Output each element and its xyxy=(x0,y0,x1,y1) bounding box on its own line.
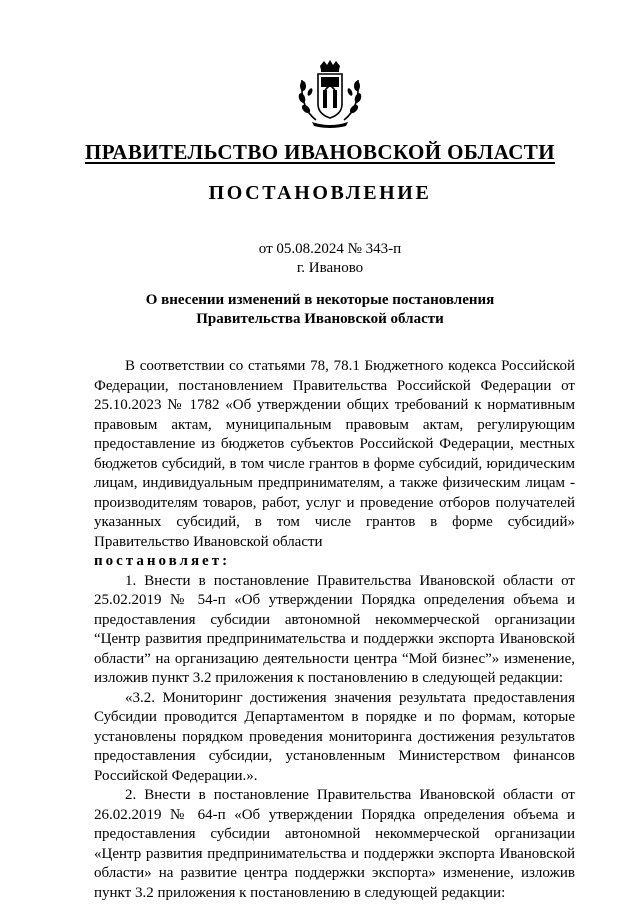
item-2-paragraph: 2. Внести в постановление Правительства Ивановской области от 26.02.2019 № 64-п «Об утверждении Порядка определения объема и предоставления субсидии автономной некоммерческой организации «Центр развития предпринимательства и поддержки экспорта Ивановской области» на развитие центра поддержки экспорта» изменение, изложив пункт 3.2 приложения к постановлению в следующей редакции: xyxy=(94,787,575,901)
document-subject xyxy=(0,291,640,329)
date-number: от 05.08.2024 № 343-п xyxy=(258,241,402,257)
preamble-paragraph: В соответствии со статьями 78, 78.1 Бюджетного кодекса Российской Федерации, постановлением Правительства Российской Федерации от 25.10.2023 № 1782 «Об утверждении общих требований к нормативным правовым актам, муниципальным правовым актам, регулирующим предоставление из бюджетов субъектов Российской Федерации, местных бюджетов субсидий, в том числе грантов в форме субсидий, юридическим лицам, индивидуальным предпринимателям, а также физическим лицам - производителям товаров, работ, услуг и проведение отборов получателей указанных субсидий, в том числе грантов в форме субсидий» Правительство Ивановской области xyxy=(94,358,575,550)
item-1-paragraph: 1. Внести в постановление Правительства Ивановской области от 25.02.2019 № 54-п «Об утверждении Порядка определения объема и предоставления субсидии автономной некоммерческой организации “Центр развития предпринимательства и поддержки экспорта Ивановской области” на организацию деятельности центра “Мой бизнес”» изменение, изложив пункт 3.2 приложения к постановлению в следующей редакции: xyxy=(94,572,575,686)
government-title: ПРАВИТЕЛЬСТВО ИВАНОВСКОЙ ОБЛАСТИ xyxy=(85,140,555,164)
subject-line-1: О внесении изменений в некоторые постановления xyxy=(145,292,495,308)
subject-line-2: Правительства Ивановской области xyxy=(196,311,444,327)
date-and-number-block xyxy=(0,240,640,278)
city: г. Иваново xyxy=(296,260,364,276)
resolves-keyword: постановляет: xyxy=(94,553,231,569)
document-type: ПОСТАНОВЛЕНИЕ xyxy=(208,182,432,204)
ivanovo-oblast-coat-of-arms-icon xyxy=(294,60,366,128)
item-1-quote-paragraph: «3.2. Мониторинг достижения значения результата предоставления Субсидии проводится Департаментом в порядке и по формам, которые установлены порядком проведения мониторинга достижения результатов предоставления субсидии, установленным Министерством финансов Российской Федерации.». xyxy=(94,689,575,784)
document-body xyxy=(94,357,575,903)
